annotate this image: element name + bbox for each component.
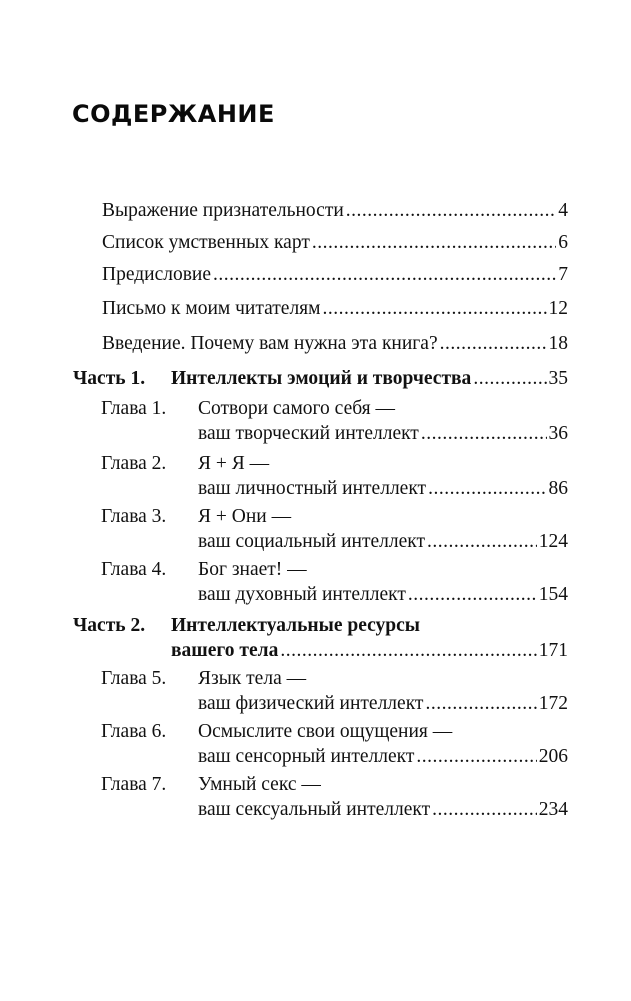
dot-leader: [425, 691, 536, 717]
entry-title: Выражение признательности: [102, 200, 344, 221]
entry-page: 18: [548, 333, 568, 354]
chapter-page: 124: [538, 531, 568, 552]
chapter-page: 206: [538, 746, 568, 767]
chapter-page: 154: [538, 584, 568, 605]
entry-title: Список умственных карт: [102, 232, 310, 253]
dot-leader: [312, 230, 556, 256]
chapter-subtitle: ваш физический интеллект: [198, 693, 424, 714]
part-title-cont: вашего тела: [171, 640, 279, 661]
chapter-title: Сотвори самого себя —: [198, 398, 396, 419]
chapter-title: Осмыслите свои ощущения —: [198, 721, 453, 742]
entry-page: 4: [558, 200, 568, 221]
entry-page: 6: [558, 232, 568, 253]
chapter-label: Глава 7.: [101, 774, 167, 795]
chapter-title: Я + Я —: [198, 453, 270, 474]
dot-leader: [213, 262, 556, 288]
part-title: Интеллектуальные ресурсы: [171, 615, 420, 636]
entry-title: Предисловие: [102, 264, 212, 285]
chapter-label: Глава 2.: [101, 453, 167, 474]
part-page: 35: [548, 368, 568, 389]
chapter-page: 86: [548, 478, 568, 499]
chapter-subtitle: ваш сексуальный интеллект: [198, 799, 431, 820]
chapter-title: Я + Они —: [198, 506, 292, 527]
entry-page: 7: [558, 264, 568, 285]
entry-page: 12: [548, 298, 568, 319]
chapter-label: Глава 6.: [101, 721, 167, 742]
chapter-page: 234: [538, 799, 568, 820]
chapter-page: 172: [538, 693, 568, 714]
dot-leader: [280, 638, 536, 664]
dot-leader: [440, 331, 547, 357]
chapter-page: 36: [548, 423, 568, 444]
chapter-label: Глава 4.: [101, 559, 167, 580]
chapter-label: Глава 3.: [101, 506, 167, 527]
chapter-subtitle: ваш сенсорный интеллект: [198, 746, 415, 767]
part-label: Часть 2.: [73, 615, 146, 636]
chapter-subtitle: ваш личностный интеллект: [198, 478, 427, 499]
chapter-label: Глава 1.: [101, 398, 167, 419]
dot-leader: [408, 582, 537, 608]
chapter-title: Умный секс —: [198, 774, 321, 795]
chapter-subtitle: ваш социальный интеллект: [198, 531, 425, 552]
part-page: 171: [538, 640, 568, 661]
entry-title: Письмо к моим читателям: [102, 298, 321, 319]
dot-leader: [428, 476, 546, 502]
chapter-subtitle: ваш духовный интеллект: [198, 584, 406, 605]
dot-leader: [346, 198, 556, 224]
chapter-title: Бог знает! —: [198, 559, 307, 580]
part-title: Интеллекты эмоций и творчества: [171, 368, 472, 389]
entry-title: Введение. Почему вам нужна эта книга?: [102, 333, 438, 354]
dot-leader: [421, 421, 547, 447]
dot-leader: [427, 529, 537, 555]
dot-leader: [473, 366, 546, 392]
dot-leader: [323, 296, 547, 322]
chapter-subtitle: ваш творческий интеллект: [198, 423, 419, 444]
page-title: СОДЕРЖАНИЕ: [72, 100, 275, 128]
chapter-label: Глава 5.: [101, 668, 167, 689]
part-label: Часть 1.: [73, 368, 146, 389]
dot-leader: [432, 797, 537, 823]
chapter-title: Язык тела —: [198, 668, 307, 689]
dot-leader: [416, 744, 536, 770]
